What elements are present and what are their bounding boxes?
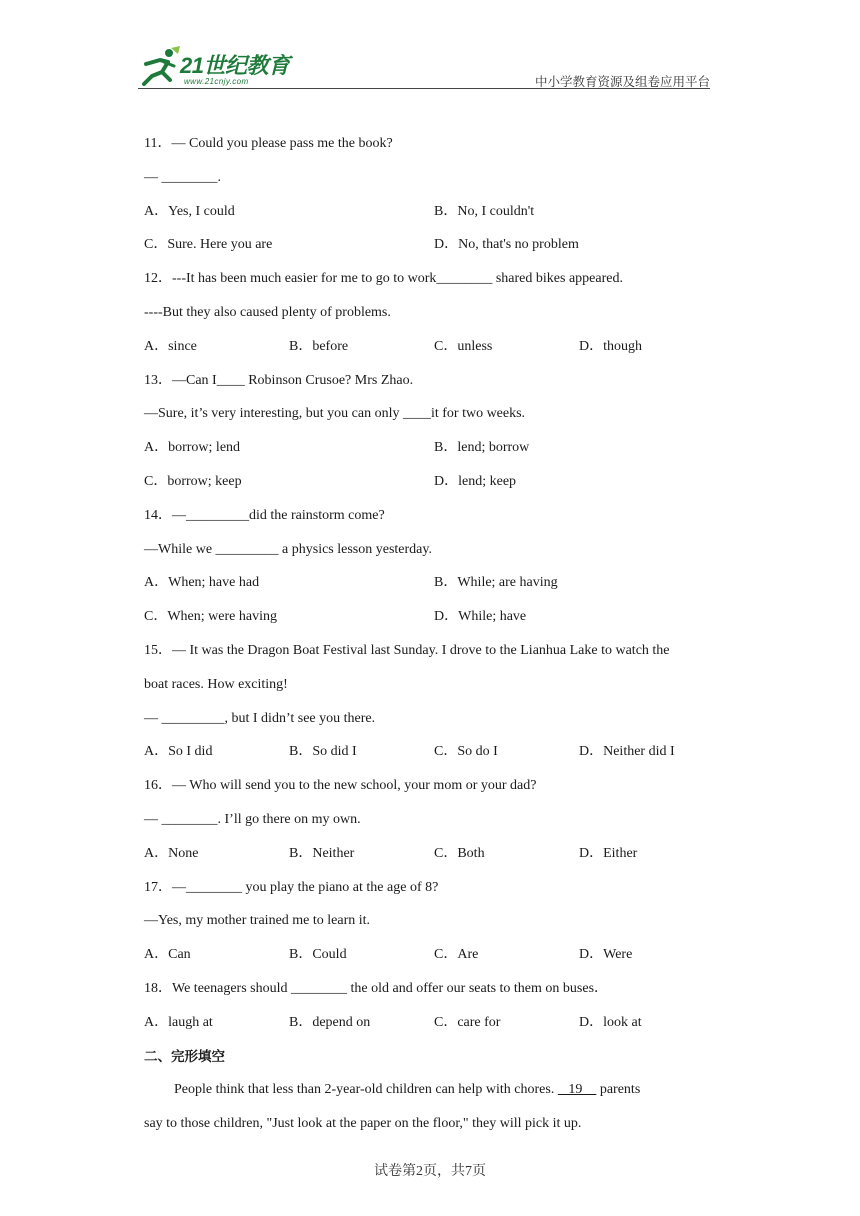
option-a: A．Yes, I could (144, 203, 235, 219)
options-row (144, 604, 724, 638)
option-a: A．borrow; lend (144, 440, 241, 456)
option-a: A．since (144, 338, 197, 354)
header-platform-text: 中小学教育资源及组卷应用平台 (534, 75, 710, 89)
option-b: B．Neither (289, 845, 355, 861)
question-sub: — ________. (144, 169, 221, 185)
question-stem: 14．—_________did the rainstorm come? (144, 507, 385, 523)
option-b: B．depend on (289, 1014, 371, 1030)
option-b: B．While; are having (434, 575, 558, 591)
option-c: C．Both (434, 845, 485, 861)
page-content (144, 131, 724, 1145)
option-d: D．Were (579, 947, 633, 963)
option-d: D．lend; keep (434, 473, 517, 489)
options-row (144, 570, 724, 604)
options-row (144, 1010, 724, 1044)
option-c: C．unless (434, 338, 493, 354)
option-b: B．No, I couldn't (434, 203, 535, 219)
question-stem: 15．— It was the Dragon Boat Festival last Sunday. I drove to the Lianhua Lake to watch the (144, 642, 670, 658)
option-d: D．While; have (434, 609, 527, 625)
options-row (144, 435, 724, 469)
option-d: D．Either (579, 845, 638, 861)
option-d: D．No, that's no problem (434, 237, 579, 253)
option-b: B．So did I (289, 744, 357, 760)
question-sub: — _________, but I didn’t see you there. (144, 710, 376, 726)
question-stem: 13．—Can I____ Robinson Crusoe? Mrs Zhao. (144, 372, 414, 388)
option-a: A．When; have had (144, 575, 260, 591)
options-row (144, 199, 724, 233)
options-row (144, 469, 724, 503)
cloze-text: People think that less than 2-year-old children can help with chores. (174, 1082, 558, 1098)
question-sub: —Sure, it’s very interesting, but you can only ____it for two weeks. (144, 406, 526, 422)
options-row (144, 232, 724, 266)
option-c: C．When; were having (144, 609, 277, 625)
option-b: B．Could (289, 947, 347, 963)
question-stem: 12．---It has been much easier for me to go to work________ shared bikes appeared. (144, 271, 623, 287)
options-row (144, 334, 724, 368)
option-b: B．before (289, 338, 349, 354)
option-c: C．Are (434, 947, 479, 963)
options-row (144, 739, 724, 773)
blank-19: 19 (557, 1082, 597, 1098)
options-row (144, 942, 724, 976)
question-sub: —While we _________ a physics lesson yesterday. (144, 541, 432, 557)
option-c: C．Sure. Here you are (144, 237, 273, 253)
option-a: A．So I did (144, 744, 213, 760)
question-stem: 18．We teenagers should ________ the old and offer our seats to them on buses． (144, 980, 609, 996)
section-heading: 二、完形填空 (144, 1048, 225, 1065)
question-stem: 17．—________ you play the piano at the age of 8? (144, 879, 439, 895)
option-b: B．lend; borrow (434, 440, 530, 456)
logo-url: www.21cnjy.com (184, 77, 249, 86)
question-sub: —Yes, my mother trained me to learn it. (144, 913, 371, 929)
header-divider (138, 88, 710, 89)
option-a: A．None (144, 845, 199, 861)
cloze-paragraph (144, 1077, 724, 1111)
logo (138, 44, 318, 90)
logo-text: 21世纪教育 (180, 53, 290, 78)
question-stem: 11．— Could you please pass me the book? (144, 136, 393, 151)
page-header (138, 44, 710, 90)
option-c: C．care for (434, 1014, 501, 1030)
options-row (144, 841, 724, 875)
option-d: D．Neither did I (579, 744, 675, 760)
option-c: C．borrow; keep (144, 473, 242, 489)
question-stem: 16．— Who will send you to the new school, your mom or your dad? (144, 778, 537, 794)
page-footer: 试卷第2页，共7页 (374, 1164, 486, 1179)
question-stem-continued: boat races. How exciting! (144, 676, 288, 692)
option-c: C．So do I (434, 744, 498, 760)
question-sub: ----But they also caused plenty of problems. (144, 304, 391, 320)
cloze-paragraph-line2: say to those children, "Just look at the paper on the floor," they will pick it up. (144, 1116, 582, 1132)
option-a: A．Can (144, 947, 191, 963)
question-sub: — ________. I’ll go there on my own. (144, 811, 361, 827)
option-d: D．look at (579, 1014, 642, 1030)
option-a: A．laugh at (144, 1014, 213, 1030)
option-d: D．though (579, 338, 642, 354)
running-man-icon (138, 46, 182, 86)
cloze-text: parents (596, 1082, 641, 1098)
